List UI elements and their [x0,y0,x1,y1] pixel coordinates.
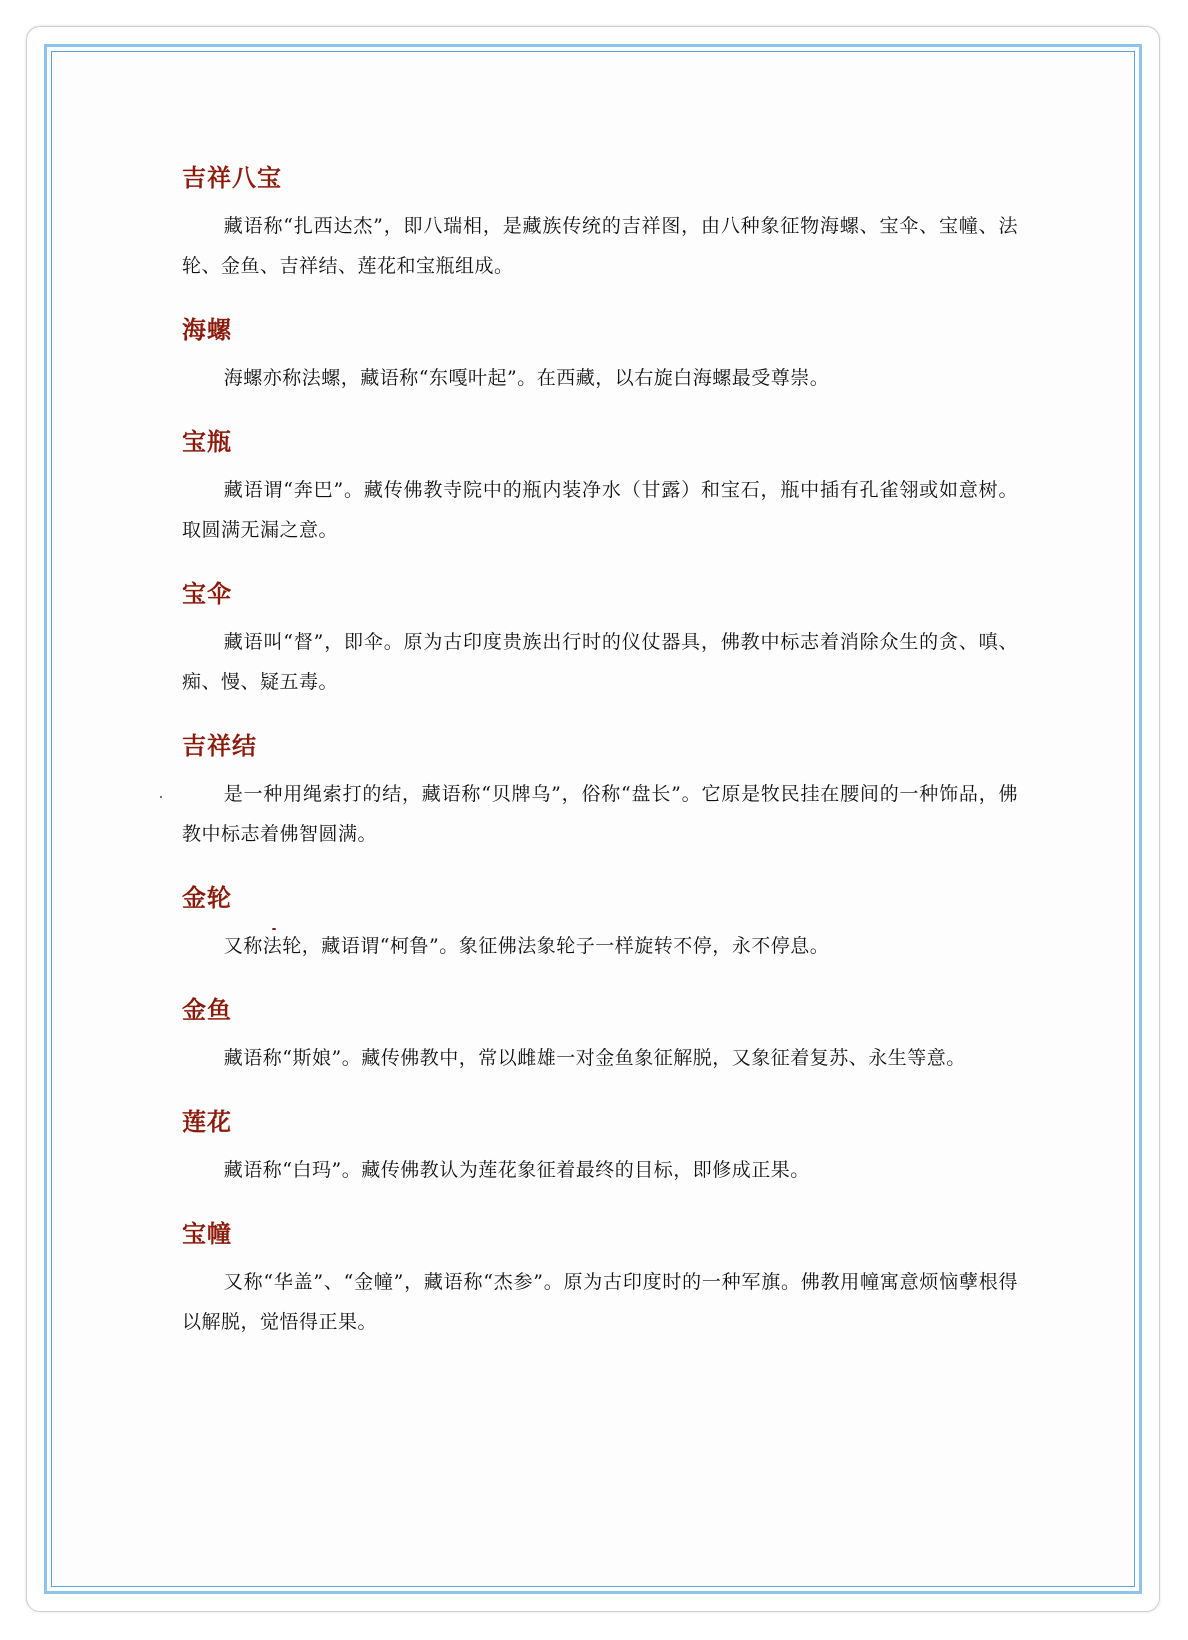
section-title: 宝幢 [182,1220,232,1248]
section-title: 吉祥结 [182,732,257,760]
section-lotus [182,1102,1018,1190]
section-title: 金轮 [182,884,232,912]
section-paragraph: 海螺亦称法螺，藏语称“东嘎叶起”。在西藏，以右旋白海螺最受尊崇。 [223,367,830,389]
scan-speck [272,928,276,930]
section-paragraph: 藏语叫“督”，即伞。原为古印度贵族出行时的仪仗器具，佛教中标志着消除众生的贪、嗔、痴、慢、疑五毒。 [182,631,1018,693]
section-title: 海螺 [182,316,232,344]
section-paragraph: 又称法轮，藏语谓“柯鲁”。象征佛法象轮子一样旋转不停，永不停息。 [223,935,830,957]
document-body [182,158,1018,1366]
section-title: 莲花 [182,1108,232,1136]
section-paragraph: 藏语称“斯娘”。藏传佛教中，常以雌雄一对金鱼象征解脱，又象征着复苏、永生等意。 [223,1047,966,1069]
section-paragraph: 是一种用绳索打的结，藏语称“贝牌乌”，俗称“盘长”。它原是牧民挂在腰间的一种饰品，佛教中标志着佛智圆满。 [182,783,1018,845]
section-conch [182,310,1018,398]
section-paragraph: 藏语称“扎西达杰”，即八瑞相，是藏族传统的吉祥图，由八种象征物海螺、宝伞、宝幢、法轮、金鱼、吉祥结、莲花和宝瓶组成。 [182,215,1018,277]
section-golden-wheel [182,878,1018,966]
section-parasol [182,574,1018,702]
section-golden-fish [182,990,1018,1078]
section-vase [182,422,1018,550]
section-auspicious-eight [182,158,1018,286]
section-title: 宝瓶 [182,428,232,456]
section-endless-knot [182,726,1018,854]
section-victory-banner [182,1214,1018,1342]
scan-speck [160,796,162,798]
section-paragraph: 藏语谓“奔巴”。藏传佛教寺院中的瓶内装净水（甘露）和宝石，瓶中插有孔雀翎或如意树。取圆满无漏之意。 [182,479,1018,541]
section-title: 吉祥八宝 [182,164,282,192]
section-title: 金鱼 [182,996,232,1024]
section-title: 宝伞 [182,580,232,608]
section-paragraph: 又称“华盖”、“金幢”，藏语称“杰参”。原为古印度时的一种军旗。佛教用幢寓意烦恼孽根得以解脱，觉悟得正果。 [182,1271,1018,1333]
section-paragraph: 藏语称“白玛”。藏传佛教认为莲花象征着最终的目标，即修成正果。 [223,1159,810,1181]
